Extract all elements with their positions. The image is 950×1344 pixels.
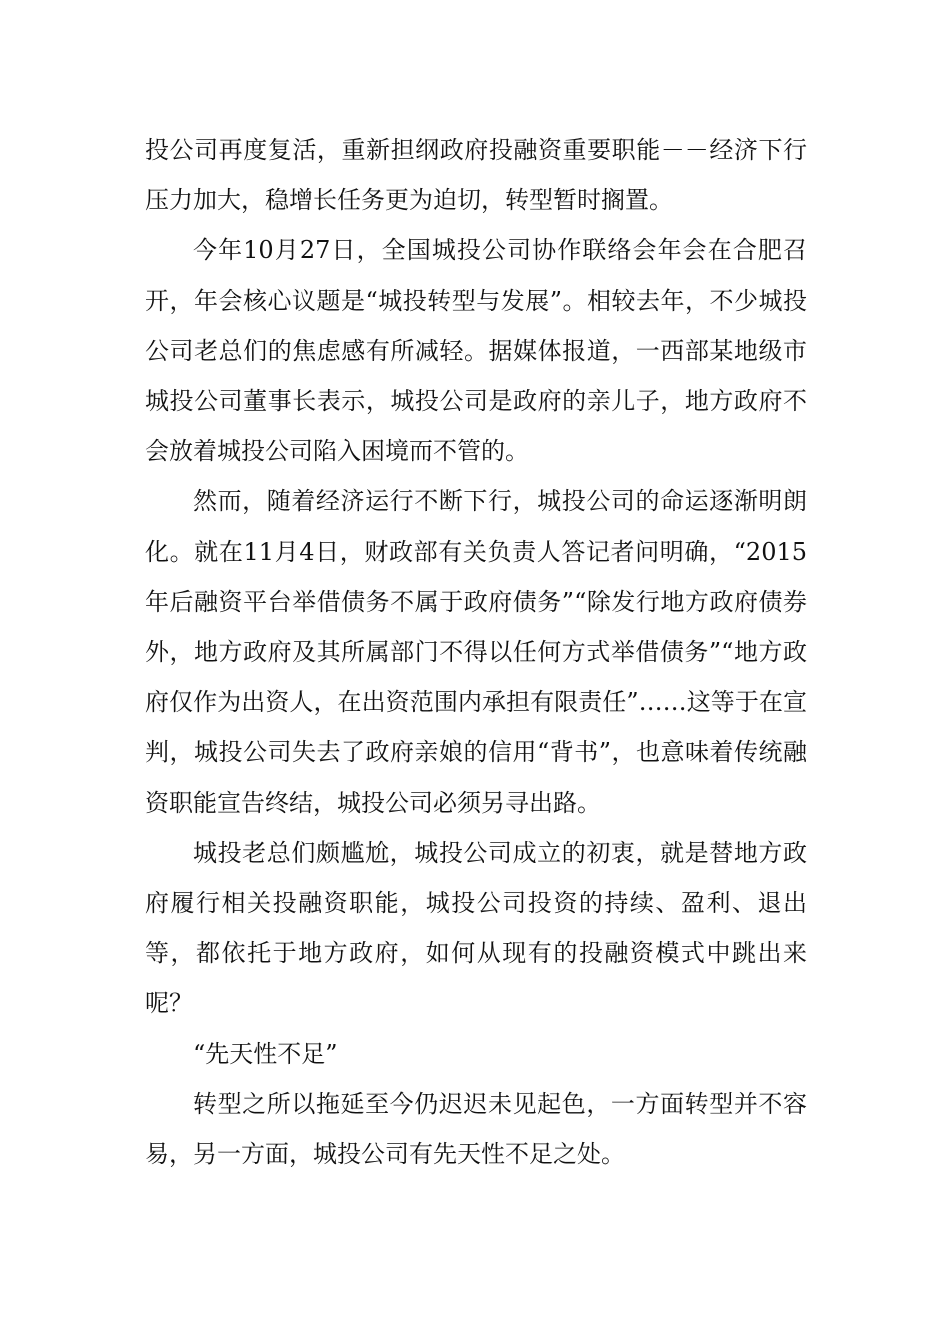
body-paragraph: 今年10月27日，全国城投公司协作联络会年会在合肥召开，年会核心议题是“城投转型与发展”。相较去年，不少城投公司老总们的焦虑感有所减轻。据媒体报道，一西部某地级市城投公司董事长表示，城投公司是政府的亲儿子，地方政府不会放着城投公司陷入困境而不管的。 xyxy=(145,236,807,466)
body-paragraph: 然而，随着经济运行不断下行，城投公司的命运逐渐明朗化。就在11月4日，财政部有关负责人答记者问明确，“2015年后融资平台举借债务不属于政府债务”“除发行地方政府债券外，地方政府及其所属部门不得以任何方式举借债务”“地方政府仅作为出资人，在出资范围内承担有限责任”……这等于在宣判，城投公司失去了政府亲娘的信用“背书”，也意味着传统融资职能宣告终结，城投公司必须另寻出路。 xyxy=(145,487,807,817)
section-heading: “先天性不足” xyxy=(193,1039,338,1068)
document-body xyxy=(145,125,807,1179)
body-paragraph: 城投老总们颇尴尬，城投公司成立的初衷，就是替地方政府履行相关投融资职能，城投公司投资的持续、盈利、退出等，都依托于地方政府，如何从现有的投融资模式中跳出来呢？ xyxy=(145,838,807,1018)
body-paragraph: 转型之所以拖延至今仍迟迟未见起色，一方面转型并不容易，另一方面，城投公司有先天性不足之处。 xyxy=(145,1089,807,1169)
body-paragraph: 投公司再度复活，重新担纲政府投融资重要职能－－经济下行压力加大，稳增长任务更为迫切，转型暂时搁置。 xyxy=(145,136,807,215)
